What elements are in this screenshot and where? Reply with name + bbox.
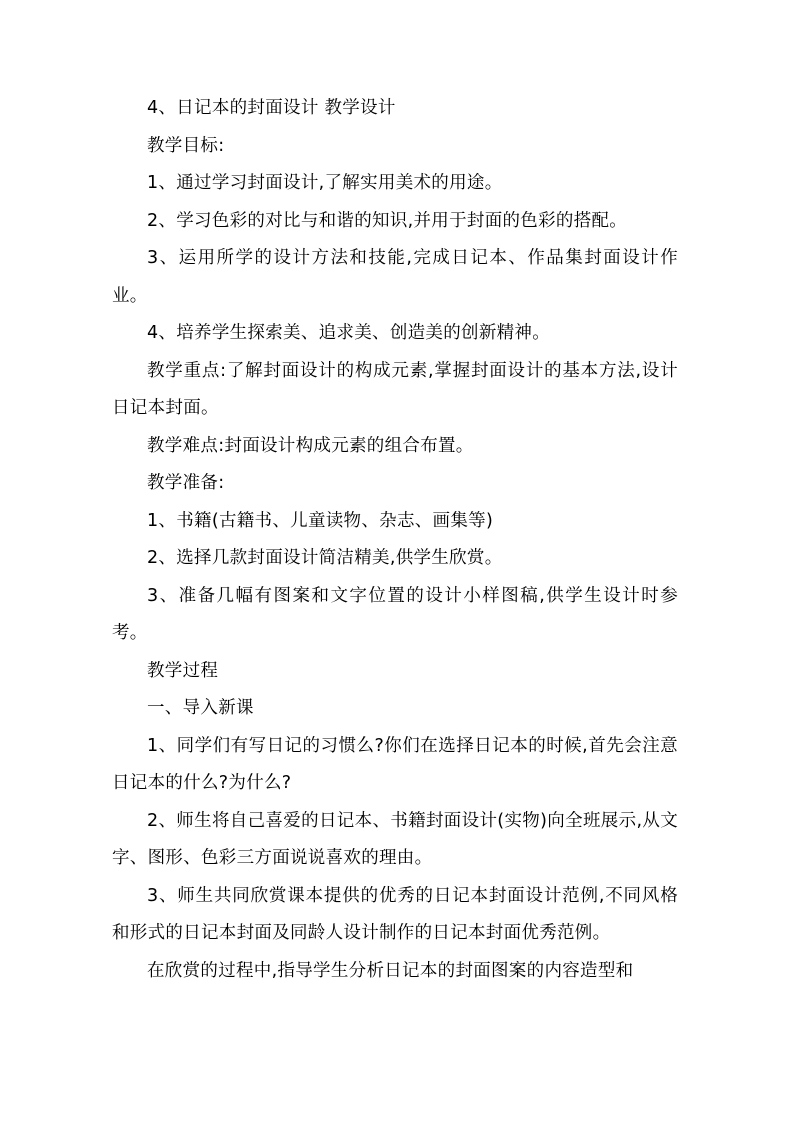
paragraph-objective-1: 1、通过学习封面设计,了解实用美术的用途。 [147,173,503,193]
paragraph-objective-2: 2、学习色彩的对比与和谐的知识,并用于封面的色彩的搭配。 [147,210,628,231]
paragraph-process-heading: 教学过程 [147,660,219,681]
paragraph-analysis: 在欣赏的过程中,指导学生分析日记本的封面图案的内容造型和 [147,960,634,981]
paragraph-teaching-objectives-heading: 教学目标: [147,135,225,156]
paragraph-section-intro: 一、导入新课 [147,698,254,718]
paragraph-key-points: 教学重点:了解封面设计的构成元素,掌握封面设计的基本方法,设计日记本封面。 [112,360,678,418]
document-body [112,90,678,990]
document-title: 4、日记本的封面设计 教学设计 [147,98,396,118]
paragraph-objective-4: 4、培养学生探索美、追求美、创造美的创新精神。 [147,323,551,343]
paragraph-preparation-3: 3、准备几幅有图案和文字位置的设计小样图稿,供学生设计时参考。 [112,585,678,643]
paragraph-intro-2: 2、师生将自己喜爱的日记本、书籍封面设计(实物)向全班展示,从文字、图形、色彩三方面说说喜欢的理由。 [112,810,678,868]
paragraph-preparation-2: 2、选择几款封面设计简洁精美,供学生欣赏。 [147,548,503,568]
paragraph-objective-3: 3、运用所学的设计方法和技能,完成日记本、作品集封面设计作业。 [112,248,678,306]
paragraph-preparation-1: 1、书籍(古籍书、儿童读物、杂志、画集等) [147,510,494,531]
paragraph-intro-1: 1、同学们有写日记的习惯么?你们在选择日记本的时候,首先会注意日记本的什么?为什么? [112,735,678,793]
paragraph-difficulties: 教学难点:封面设计构成元素的组合布置。 [147,435,474,456]
paragraph-preparation-heading: 教学准备: [147,473,225,493]
paragraph-intro-3: 3、师生共同欣赏课本提供的优秀的日记本封面设计范例,不同风格和形式的日记本封面及同龄人设计制作的日记本封面优秀范例。 [112,885,678,943]
